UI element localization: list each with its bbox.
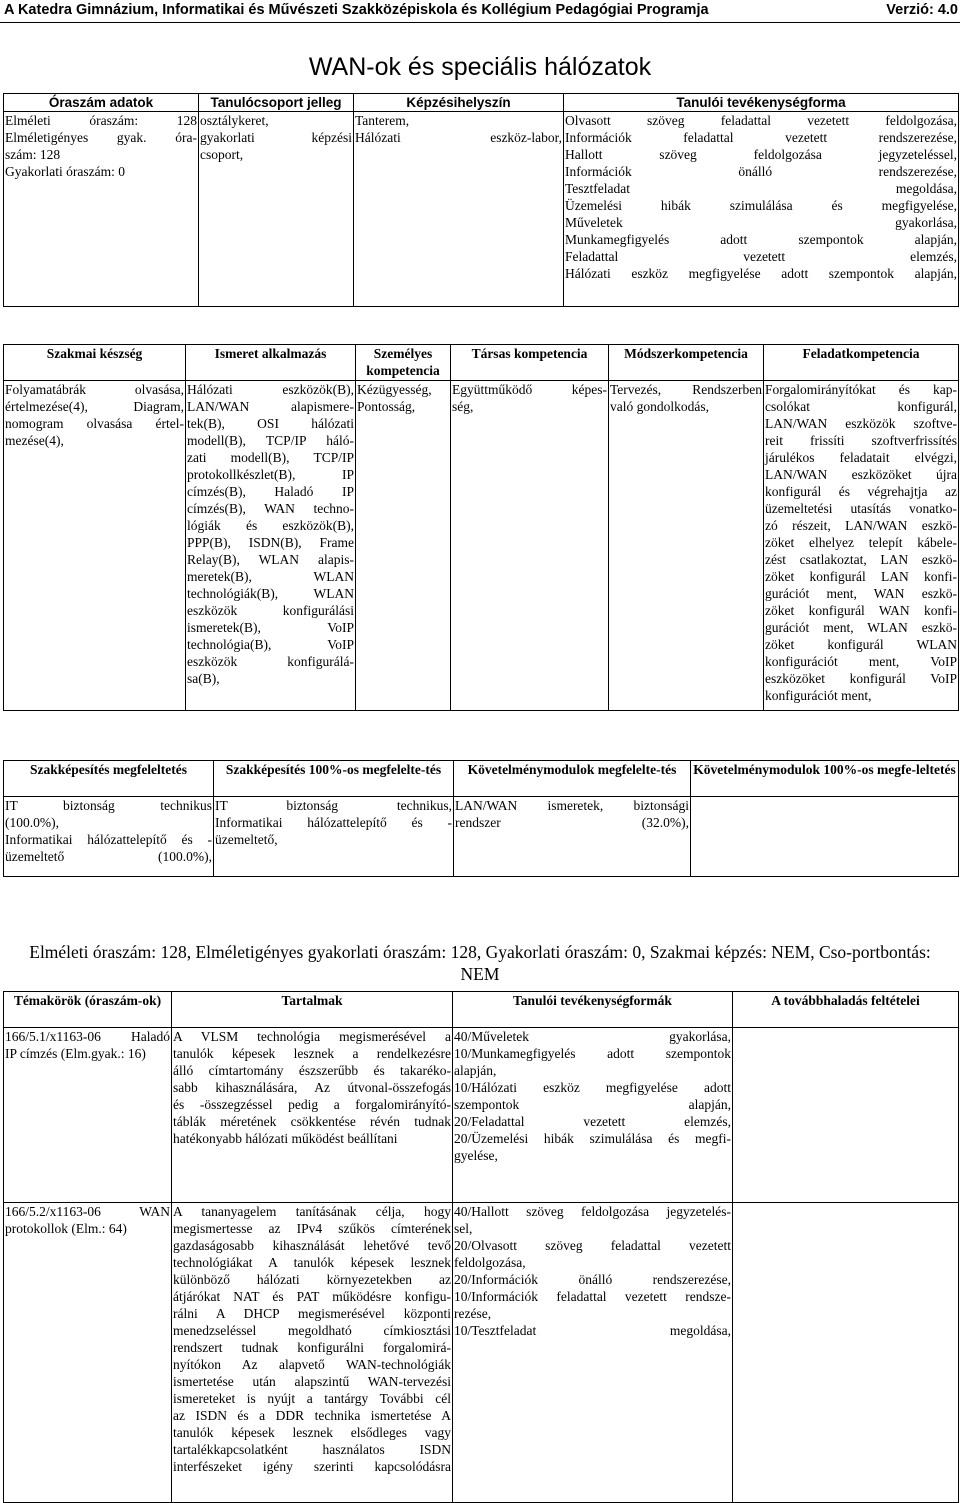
text-line: tek(B), OSI hálózati: [187, 416, 354, 431]
text-line: értelmezése(4), Diagram,: [5, 399, 184, 414]
text-line: LAN/WAN eszközök szoftve-: [765, 416, 957, 431]
text-line: zést csatlakoztat, LAN eszkö-: [765, 552, 957, 567]
text-line: ismereteket is nyújt a tantárgy További cél: [173, 1391, 451, 1406]
text-line: PPP(B), ISDN(B), Frame: [187, 535, 354, 550]
text-line: Tanterem,: [355, 113, 410, 128]
text-line: 10/Tesztfeladat megoldása,: [454, 1323, 731, 1338]
text-line: technológia(B), VoIP: [187, 637, 354, 652]
text-line: konfigurációt ment, VoIP: [765, 654, 957, 669]
text-line: Gyakorlati óraszám: 0: [5, 164, 125, 179]
text-line: technológiákat A tanulók képesek lesznek: [173, 1255, 451, 1270]
text-line: szempontok alapján,: [454, 1097, 731, 1112]
text-line: (100.0%),: [5, 815, 59, 830]
cell-knowledge: [186, 381, 356, 711]
text-line: mezése(4),: [5, 433, 64, 448]
text-line: tanulók képesek lesznek elsődleges vagy: [173, 1425, 451, 1440]
text-line: járulékos feladatait elvégzi,: [765, 450, 957, 465]
text-line: Műveletek gyakorlása,: [565, 215, 957, 230]
table-row: [4, 1028, 959, 1203]
text-line: és -összegzéssel pedig a forgalomirányító-: [173, 1097, 451, 1112]
header-version: Verzió: 4.0: [886, 2, 958, 18]
cell-qual: [4, 797, 214, 877]
cell-personal: [356, 381, 451, 711]
page-title: WAN-ok és speciális hálózatok: [308, 53, 652, 81]
text-line: Informatikai hálózattelepítő és -: [215, 815, 452, 830]
text-line: konfigurál és végrehajtja az: [765, 484, 957, 499]
text-line: Hálózati eszköz-labor,: [355, 130, 562, 145]
text-line: szám: 128: [5, 147, 61, 162]
text-line: gyelése,: [454, 1148, 498, 1163]
th-activity: Tanulói tevékenységforma: [564, 94, 959, 112]
text-line: ség,: [452, 399, 474, 414]
cell-qual-100: [214, 797, 454, 877]
text-line: rendszert tudnak konfigurálni forgalomirá-: [173, 1340, 451, 1355]
text-line: 20/Üzemelési hibák szimulálása és megfi-: [454, 1131, 731, 1146]
th-qual-100: Szakképesítés 100%-os megfelelte-tés: [214, 761, 454, 797]
text-line: zöket elhelyez telepít kábele-: [765, 535, 957, 550]
text-line: menedzseléssel megoldható címkiosztási: [173, 1323, 451, 1338]
text-line: zöket konfigurál LAN konfi-: [765, 569, 957, 584]
cell-skill: [4, 381, 186, 711]
cell-social: [451, 381, 609, 711]
text-line: IT biztonság technikus: [5, 798, 212, 813]
text-line: LAN/WAN alapismere-: [187, 399, 354, 414]
text-line: LAN/WAN eszközöket újra: [765, 467, 957, 482]
text-line: való gondolkodás,: [610, 399, 709, 414]
text-line: alapján,: [454, 1063, 497, 1078]
text-line: IP címzés (Elm.gyak.: 16): [5, 1046, 146, 1061]
text-line: Informatikai hálózattelepítő és -: [5, 832, 212, 847]
header-institution: A Katedra Gimnázium, Informatikai és Művészeti Szakközépiskola és Kollégium Pedagógiai Programja: [4, 2, 709, 18]
text-line: álló címtartomány észszerűbb és takaréko-: [173, 1063, 451, 1078]
text-line: Információk feladattal vezetett rendszerezése,: [565, 130, 957, 145]
text-line: modell(B), TCP/IP háló-: [187, 433, 354, 448]
text-line: Információk önálló rendszerezése,: [565, 164, 957, 179]
cell-modules-100: [691, 797, 959, 877]
text-line: Forgalomirányítókat és kap-: [765, 382, 957, 397]
th-conditions: A továbbhaladás feltételei: [733, 992, 959, 1028]
text-line: gurációt ment, WAN eszkö-: [765, 586, 957, 601]
text-line: üzemeltető (100.0%),: [5, 849, 212, 864]
cell-topic: [4, 1028, 172, 1203]
text-line: ismertetése után alapszintű WAN-tervezési: [173, 1374, 451, 1389]
th-group: Tanulócsoport jelleg: [199, 94, 354, 112]
th-activities: Tanulói tevékenységformák: [453, 992, 733, 1028]
text-line: eszközök konfigurálá-: [187, 654, 354, 669]
text-line: rálni A DHCP megismerésével központi: [173, 1306, 451, 1321]
text-line: 40/Hallott szöveg feldolgozása jegyzetelés-: [454, 1204, 731, 1219]
text-line: IT biztonság technikus,: [215, 798, 452, 813]
th-modules-100: Követelménymodulok 100%-os megfe-leltetés: [691, 761, 959, 797]
text-line: rendszer (32.0%),: [455, 815, 689, 830]
text-line: sa(B),: [187, 671, 220, 686]
text-line: nomogram olvasása értel-: [5, 416, 184, 431]
text-line: csoport,: [200, 147, 244, 162]
cell-content: [172, 1028, 453, 1203]
text-line: címzés(B), WAN techno-: [187, 501, 354, 516]
th-knowledge: Ismeret alkalmazás: [186, 345, 356, 381]
text-line: protokollkészlet(B), IP: [187, 467, 354, 482]
text-line: gurációt ment, WLAN eszkö-: [765, 620, 957, 635]
text-line: Elméletigényes gyak. óra-: [5, 130, 197, 145]
text-line: konfigurációt ment,: [765, 688, 872, 703]
text-line: Olvasott szöveg feladattal vezetett feldolgozása,: [565, 113, 957, 128]
text-line: átjárókat NAT és PAT működésre konfigu-: [173, 1289, 451, 1304]
text-line: sabb kihasználására, Az útvonal-összefogás: [173, 1080, 451, 1095]
text-line: 166/5.2/x1163-06 WAN: [5, 1204, 170, 1219]
qualification-table: [3, 760, 959, 877]
page-header: [0, 0, 960, 23]
th-qual: Szakképesítés megfeleltetés: [4, 761, 214, 797]
text-line: Tervezés, Rendszerben: [610, 382, 762, 397]
text-line: sel,: [454, 1221, 473, 1236]
text-line: 20/Olvasott szöveg feladattal vezetett: [454, 1238, 731, 1253]
cell-task: [764, 381, 959, 711]
text-line: eszközöket konfigurál VoIP: [765, 671, 957, 686]
text-line: tartalékkapcsolatként használatos ISDN: [173, 1442, 451, 1457]
th-task: Feladatkompetencia: [764, 345, 959, 381]
th-modules: Követelménymodulok megfelelte-tés: [454, 761, 691, 797]
text-line: Folyamatábrák olvasása,: [5, 382, 184, 397]
text-line: címzés(B), Haladó IP: [187, 484, 354, 499]
cell-activities: [453, 1203, 733, 1503]
text-line: Hálózati eszköz megfigyelése adott szempontok alapján,: [565, 266, 957, 281]
text-line: 20/Információk önálló rendszerezése,: [454, 1272, 731, 1287]
table-row: [4, 1203, 959, 1503]
cell-topic: [4, 1203, 172, 1503]
text-line: osztálykeret,: [200, 113, 269, 128]
text-line: az ISDN és a DDR technika ismertetése A: [173, 1408, 451, 1423]
competence-table: [3, 344, 959, 711]
th-contents: Tartalmak: [172, 992, 453, 1028]
cell-activity: [564, 112, 959, 307]
th-personal: Személyes kompetencia: [356, 345, 451, 381]
text-line: zöket konfigurál WLAN: [765, 637, 957, 652]
cell-condition: [733, 1028, 959, 1203]
text-line: A tananyagelem tanításának célja, hogy: [173, 1204, 451, 1219]
cell-activities: [453, 1028, 733, 1203]
text-line: zó részeit, LAN/WAN eszkö-: [765, 518, 957, 533]
cell-method: [609, 381, 764, 711]
text-line: interfészeket igény szerinti kapcsolódásra: [173, 1459, 451, 1474]
text-line: táblák méretének csökkentése révén tudnak: [173, 1114, 451, 1129]
hours-summary: Elméleti óraszám: 128, Elméletigényes gyakorlati óraszám: 128, Gyakorlati óraszám: 0, Szakmai képzés: NEM, Cso-portbontás: NEM: [29, 942, 931, 984]
text-line: különböző hálózati környezetekben az: [173, 1272, 451, 1287]
th-social: Társas kompetencia: [451, 345, 609, 381]
text-line: Munkamegfigyelés adott szempontok alapján,: [565, 232, 957, 247]
th-topics: Témakörök (óraszám-ok): [4, 992, 172, 1028]
text-line: Kézügyesség,: [357, 382, 432, 397]
text-line: Üzemelési hibák szimulálása és megfigyelése,: [565, 198, 957, 213]
text-line: feldolgozása,: [454, 1255, 526, 1270]
th-hours: Óraszám adatok: [4, 94, 199, 112]
text-line: Elméleti óraszám: 128: [5, 113, 197, 128]
text-line: Együttműködő képes-: [452, 382, 607, 397]
text-line: gazdaságosabb kihasználását lehetővé tevő: [173, 1238, 451, 1253]
text-line: megismertesse az IPv4 szűkös címterének: [173, 1221, 451, 1236]
text-line: LAN/WAN ismeretek, biztonsági: [455, 798, 689, 813]
text-line: lógiák és eszközök(B),: [187, 518, 354, 533]
text-line: technológiák(B), WLAN: [187, 586, 354, 601]
text-line: Relay(B), WLAN alapis-: [187, 552, 354, 567]
text-line: ismeretek(B), VoIP: [187, 620, 354, 635]
text-line: rezése,: [454, 1306, 492, 1321]
text-line: csolókat konfigurál,: [765, 399, 957, 414]
text-line: zati modell(B), TCP/IP: [187, 450, 354, 465]
text-line: protokollok (Elm.: 64): [5, 1221, 127, 1236]
cell-modules: [454, 797, 691, 877]
text-line: Hallott szöveg feldolgozása jegyzeteléssel,: [565, 147, 957, 162]
text-line: reit frissíti szoftverfrissítés: [765, 433, 957, 448]
text-line: 20/Feladattal vezetett elemzés,: [454, 1114, 731, 1129]
text-line: tanulók képesek lesznek a rendelkezésre: [173, 1046, 451, 1061]
text-line: meretek(B), WLAN: [187, 569, 354, 584]
text-line: üzemeltetési utasítás vonatko-: [765, 501, 957, 516]
text-line: 40/Műveletek gyakorlása,: [454, 1029, 731, 1044]
cell-location: [354, 112, 564, 307]
topics-table: [3, 991, 959, 1503]
th-skill: Szakmai készség: [4, 345, 186, 381]
text-line: Hálózati eszközök(B),: [187, 382, 354, 397]
th-method: Módszerkompetencia: [609, 345, 764, 381]
text-line: A VLSM technológia megismerésével a: [173, 1029, 451, 1044]
text-line: Pontosság,: [357, 399, 416, 414]
th-location: Képzésihelyszín: [354, 94, 564, 112]
text-line: 166/5.1/x1163-06 Haladó: [5, 1029, 170, 1044]
cell-group: [199, 112, 354, 307]
text-line: gyakorlati képzési: [200, 130, 352, 145]
text-line: 10/Információk feladattal vezetett rendsze-: [454, 1289, 731, 1304]
text-line: Feladattal vezetett elemzés,: [565, 249, 957, 264]
cell-hours: [4, 112, 199, 307]
text-line: 10/Hálózati eszköz megfigyelése adott: [454, 1080, 731, 1095]
text-line: zöket konfigurál WAN konfi-: [765, 603, 957, 618]
text-line: 10/Munkamegfigyelés adott szempontok: [454, 1046, 731, 1061]
text-line: üzemeltető,: [215, 832, 278, 847]
text-line: nyítókon Az alapvető WAN-technológiák: [173, 1357, 451, 1372]
text-line: eszközök konfigurálási: [187, 603, 354, 618]
hours-table: [3, 93, 959, 307]
cell-content: [172, 1203, 453, 1503]
text-line: Tesztfeladat megoldása,: [565, 181, 957, 196]
text-line: hatékonyabb hálózati működést beállítani: [173, 1131, 398, 1146]
cell-condition: [733, 1203, 959, 1503]
